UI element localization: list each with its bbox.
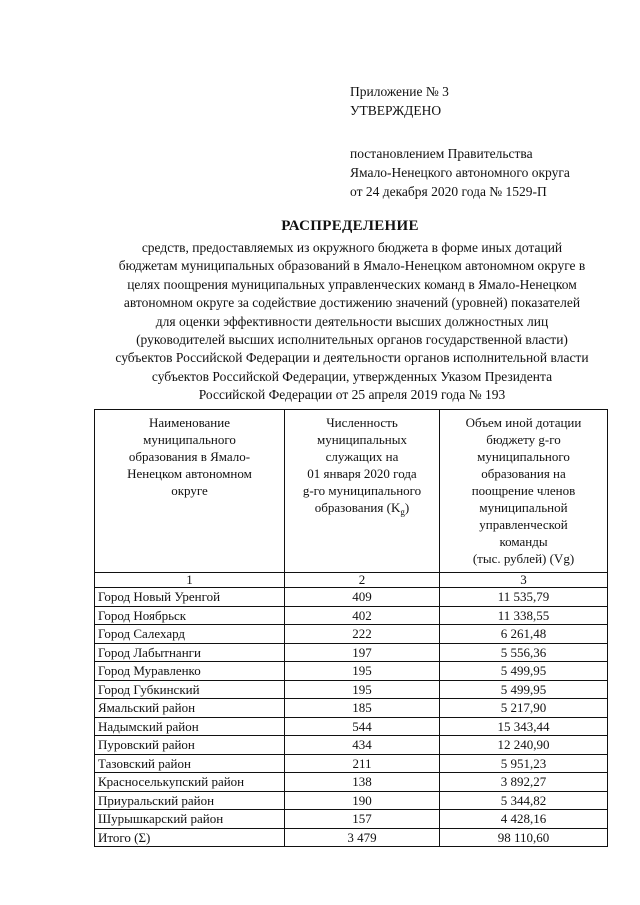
subsidy-amount-cell: 5 556,36 [440, 643, 608, 662]
column-number: 3 [440, 573, 608, 588]
table-row [95, 791, 608, 810]
document-subtitle [92, 239, 612, 405]
employee-count-cell: 544 [285, 717, 440, 736]
table-row [95, 662, 608, 681]
table-row [95, 606, 608, 625]
document-title: РАСПРЕДЕЛЕНИЕ [281, 218, 419, 234]
municipality-cell: Город Муравленко [95, 662, 285, 681]
table-row [95, 773, 608, 792]
approved-label: УТВЕРЖДЕНО [350, 103, 442, 118]
subsidy-amount-cell: 5 951,23 [440, 754, 608, 773]
approval-block [350, 82, 570, 201]
employee-count-cell: 138 [285, 773, 440, 792]
subsidy-amount-cell: 98 110,60 [440, 828, 608, 847]
employee-count-cell: 222 [285, 625, 440, 644]
subsidy-amount-cell: 4 428,16 [440, 810, 608, 829]
subsidy-amount-cell: 5 499,95 [440, 680, 608, 699]
employee-count-cell: 402 [285, 606, 440, 625]
employee-count-cell: 157 [285, 810, 440, 829]
subsidy-amount-cell: 5 344,82 [440, 791, 608, 810]
municipality-cell: Надымский район [95, 717, 285, 736]
subsidy-amount-cell: 5 499,95 [440, 662, 608, 681]
subtitle-line: субъектов Российской Федерации, утвержденных Указом Президента [151, 368, 553, 384]
subtitle-line: Российской Федерации от 25 апреля 2019 года № 193 [198, 387, 506, 403]
subtitle-line: бюджетам муниципальных образований в Ямало-Ненецком автономном округе в [118, 258, 586, 274]
approval-line-1: постановлением Правительства [350, 146, 533, 161]
table-row [95, 810, 608, 829]
table-row [95, 699, 608, 718]
subsidy-amount-cell: 3 892,27 [440, 773, 608, 792]
municipality-cell: Ямальский район [95, 699, 285, 718]
municipality-cell: Итого (Σ) [95, 828, 285, 847]
municipality-cell: Город Губкинский [95, 680, 285, 699]
table-row [95, 828, 608, 847]
employee-count-cell: 3 479 [285, 828, 440, 847]
column-number: 1 [95, 573, 285, 588]
subtitle-line: для оценки эффективности деятельности высших должностных лиц [155, 313, 549, 329]
employee-count-cell: 195 [285, 662, 440, 681]
appendix-label: Приложение № 3 [350, 84, 449, 99]
subsidy-amount-cell: 11 535,79 [440, 588, 608, 607]
header-subsidy-amount: Объем иной дотации бюджету g-го муниципального образования на поощрение членов муниципальной управленческой команды (тыс. рублей) (Vg) [440, 410, 608, 573]
approval-line-3: от 24 декабря 2020 года № 1529-П [350, 184, 547, 199]
subsidy-amount-cell: 12 240,90 [440, 736, 608, 755]
subtitle-line: средств, предоставляемых из окружного бюджета в форме иных дотаций [141, 240, 563, 255]
employee-count-cell: 185 [285, 699, 440, 718]
subsidy-amount-cell: 15 343,44 [440, 717, 608, 736]
municipality-cell: Приуральский район [95, 791, 285, 810]
subsidy-amount-cell: 6 261,48 [440, 625, 608, 644]
employee-count-cell: 434 [285, 736, 440, 755]
municipality-cell: Пуровский район [95, 736, 285, 755]
distribution-table [94, 409, 608, 847]
municipality-cell: Город Салехард [95, 625, 285, 644]
employee-count-cell: 190 [285, 791, 440, 810]
table-row [95, 625, 608, 644]
subsidy-amount-cell: 11 338,55 [440, 606, 608, 625]
table-row [95, 643, 608, 662]
table-header-row [95, 410, 608, 573]
subtitle-line: (руководителей высших исполнительных органов государственной власти) [136, 332, 568, 348]
approval-line-2: Ямало-Ненецкого автономного округа [350, 165, 570, 180]
municipality-cell: Город Новый Уренгой [95, 588, 285, 607]
municipality-cell: Тазовский район [95, 754, 285, 773]
header-employee-count: Численность муниципальных служащих на 01 января 2020 года g-го муниципального образования $(K_g)$ [285, 410, 440, 573]
header-municipality: Наименование муниципального образования в Ямало- Ненецком автономном округе [95, 410, 285, 573]
employee-count-cell: 195 [285, 680, 440, 699]
table-row [95, 717, 608, 736]
employee-count-cell: 211 [285, 754, 440, 773]
municipality-cell: Город Ноябрьск [95, 606, 285, 625]
column-number: 2 [285, 573, 440, 588]
municipality-cell: Красноселькупский район [95, 773, 285, 792]
table-row [95, 588, 608, 607]
table-row [95, 736, 608, 755]
table-row [95, 680, 608, 699]
table-row [95, 754, 608, 773]
subsidy-amount-cell: 5 217,90 [440, 699, 608, 718]
employee-count-cell: 197 [285, 643, 440, 662]
municipality-cell: Шурышкарский район [95, 810, 285, 829]
employee-count-cell: 409 [285, 588, 440, 607]
subtitle-line: субъектов Российской Федерации и деятельности органов исполнительной власти [115, 350, 589, 366]
column-number-row [95, 573, 608, 588]
subtitle-line: автономном округе за содействие достижению значений (уровней) показателей [123, 295, 581, 311]
municipality-cell: Город Лабытнанги [95, 643, 285, 662]
subtitle-line: целях поощрения муниципальных управленческих команд в Ямало-Ненецком [127, 276, 577, 292]
